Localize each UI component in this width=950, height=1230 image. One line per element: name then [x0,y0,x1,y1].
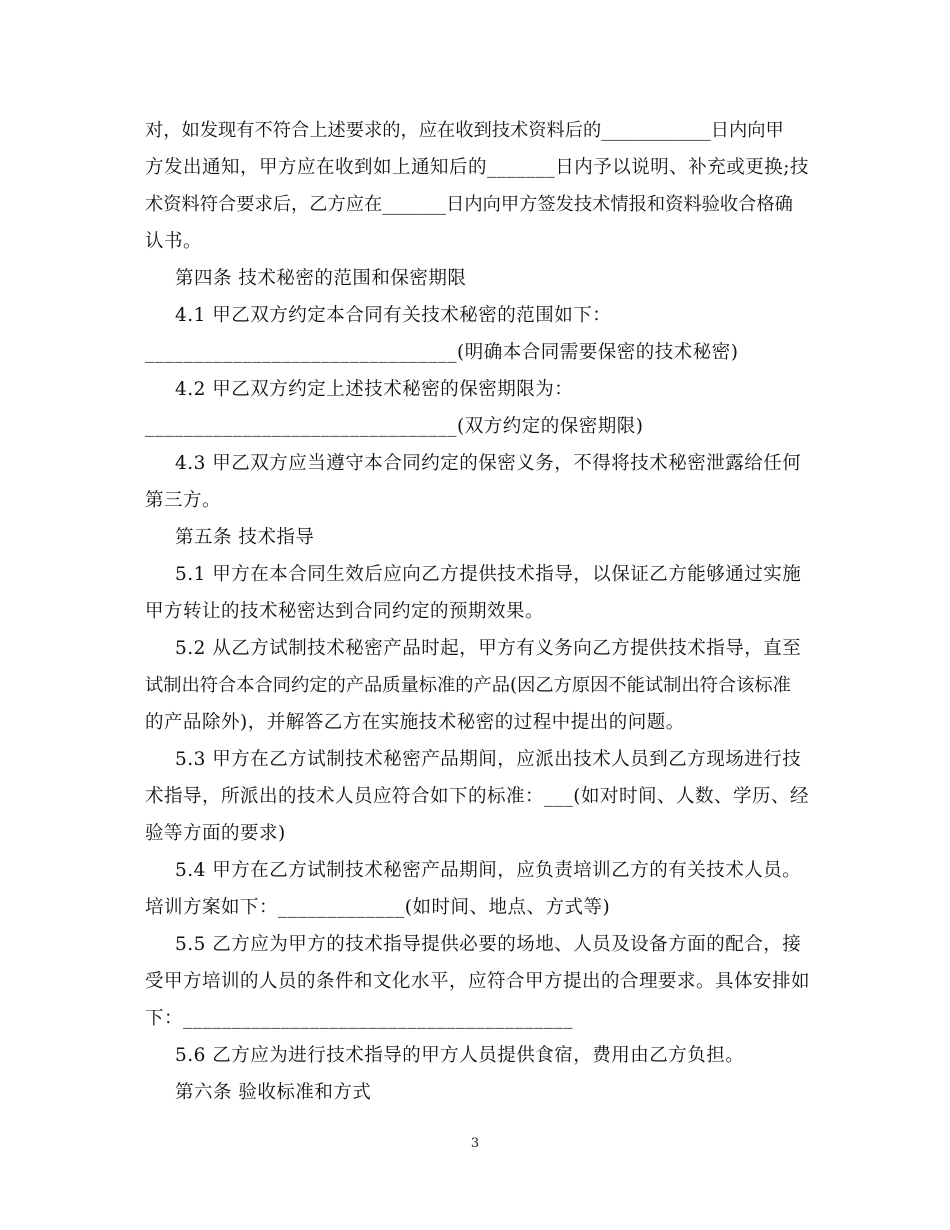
page-number: 3 [470,1136,480,1151]
fill-in-line: 下：________________________________________ [145,1008,574,1029]
article-heading-5: 第五条 技术指导 [175,527,315,548]
text-line: 培训方案如下：_____________(如时间、地点、方式等) [145,897,611,918]
text-line: 试制出符合本合同约定的产品质量标准的产品(因乙方原因不能试制出符合该标准 [145,675,791,696]
clause-5-5: 5.5 乙方应为甲方的技术指导提供必要的场地、人员及设备方面的配合，接 [175,934,802,955]
fill-in-line: ________________________________(双方约定的保密期限) [145,416,644,437]
document-body [145,112,810,1111]
article-heading-6: 第六条 验收标准和方式 [175,1082,372,1103]
text-line: 对，如发现有不符合上述要求的，应在收到技术资料后的____________日内向甲 [145,120,784,141]
text-line: 术资料符合要求后，乙方应在_______日内向甲方签发技术情报和资料验收合格确 [145,194,793,215]
clause-5-2: 5.2 从乙方试制技术秘密产品时起，甲方有义务向乙方提供技术指导，直至 [175,638,802,659]
text-line: 受甲方培训的人员的条件和文化水平，应符合甲方提出的合理要求。具体安排如 [145,971,811,992]
clause-5-1: 5.1 甲方在本合同生效后应向乙方提供技术指导，以保证乙方能够通过实施 [175,564,802,585]
clause-4-2: 4.2 甲乙双方约定上述技术秘密的保密期限为： [175,379,574,400]
text-line: 的产品除外)，并解答乙方在实施技术秘密的过程中提出的问题。 [145,712,685,733]
clause-5-4: 5.4 甲方在乙方试制技术秘密产品期间，应负责培训乙方的有关技术人员。 [175,860,802,881]
clause-5-6: 5.6 乙方应为进行技术指导的甲方人员提供食宿，费用由乙方负担。 [175,1045,745,1066]
article-heading-4: 第四条 技术秘密的范围和保密期限 [175,268,467,289]
text-line: 第三方。 [145,490,222,511]
clause-4-3: 4.3 甲乙双方应当遵守本合同约定的保密义务，不得将技术秘密泄露给任何 [175,453,802,474]
text-line: 验等方面的要求) [145,823,286,844]
text-line: 方发出通知，甲方应在收到如上通知后的_______日内予以说明、补充或更换;技 [145,157,809,178]
text-line: 术指导，所派出的技术人员应符合如下的标准：___(如对时间、人数、学历、经 [145,786,809,807]
text-line: 认书。 [145,231,203,252]
clause-5-3: 5.3 甲方在乙方试制技术秘密产品期间，应派出技术人员到乙方现场进行技 [175,749,802,770]
clause-4-1: 4.1 甲乙双方约定本合同有关技术秘密的范围如下： [175,305,612,326]
fill-in-line: ________________________________(明确本合同需要保密的技术秘密) [145,342,739,363]
text-line: 甲方转让的技术秘密达到合同约定的预期效果。 [145,601,545,622]
